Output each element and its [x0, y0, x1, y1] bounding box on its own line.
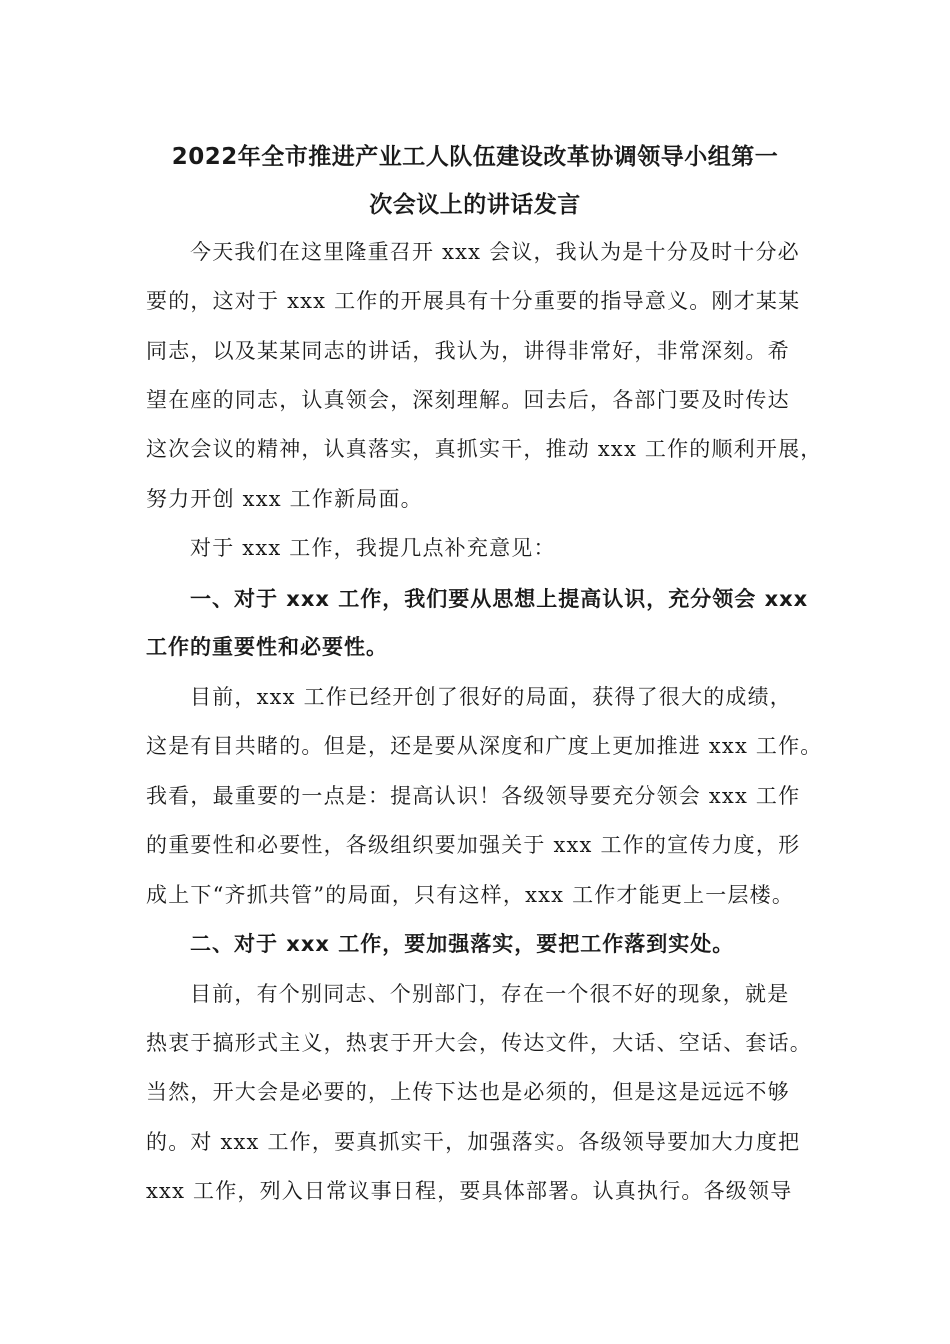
paragraph-line: 成上下“齐抓共管”的局面，只有这样，xxx 工作才能更上一层楼。	[146, 883, 795, 907]
paragraph-line: 同志，以及某某同志的讲话，我认为，讲得非常好，非常深刻。希	[146, 339, 790, 363]
section-heading-line: 二、对于 xxx 工作，要加强落实，要把工作落到实处。	[190, 932, 735, 956]
paragraph-line: 努力开创 xxx 工作新局面。	[146, 487, 423, 511]
section-heading-line: 一、对于 xxx 工作，我们要从思想上提高认识，充分领会 xxx	[190, 587, 809, 611]
document-title-line-2: 次会议上的讲话发言	[369, 192, 581, 218]
paragraph-line: 当然，开大会是必要的，上传下达也是必须的，但是这是远远不够	[146, 1080, 790, 1104]
paragraph-line: 的。对 xxx 工作，要真抓实干，加强落实。各级领导要加大力度把	[146, 1130, 801, 1154]
paragraph-line: xxx 工作，列入日常议事日程，要具体部署。认真执行。各级领导	[146, 1179, 793, 1203]
paragraph-line: 热衷于搞形式主义，热衷于开大会，传达文件，大话、空话、套话。	[146, 1031, 812, 1055]
paragraph-line: 目前，有个别同志、个别部门，存在一个很不好的现象，就是	[190, 982, 790, 1006]
paragraph-line: 的重要性和必要性，各级组织要加强关于 xxx 工作的宣传力度，形	[146, 833, 801, 857]
paragraph-line: 今天我们在这里隆重召开 xxx 会议，我认为是十分及时十分必	[190, 240, 800, 264]
paragraph-line: 这是有目共睹的。但是，还是要从深度和广度上更加推进 xxx 工作。	[146, 734, 823, 758]
paragraph-line: 目前，xxx 工作已经开创了很好的局面，获得了很大的成绩，	[190, 685, 793, 709]
paragraph-line: 望在座的同志，认真领会，深刻理解。回去后，各部门要及时传达	[146, 388, 790, 412]
paragraph-line: 这次会议的精神，认真落实，真抓实干，推动 xxx 工作的顺利开展，	[146, 437, 823, 461]
paragraph-line: 要的，这对于 xxx 工作的开展具有十分重要的指导意义。刚才某某	[146, 289, 801, 313]
paragraph-line: 对于 xxx 工作，我提几点补充意见：	[190, 536, 556, 560]
section-heading-line: 工作的重要性和必要性。	[146, 635, 388, 659]
paragraph-line: 我看，最重要的一点是：提高认识！各级领导要充分领会 xxx 工作	[146, 784, 801, 808]
document-title-line-1: 2022年全市推进产业工人队伍建设改革协调领导小组第一	[171, 144, 779, 170]
